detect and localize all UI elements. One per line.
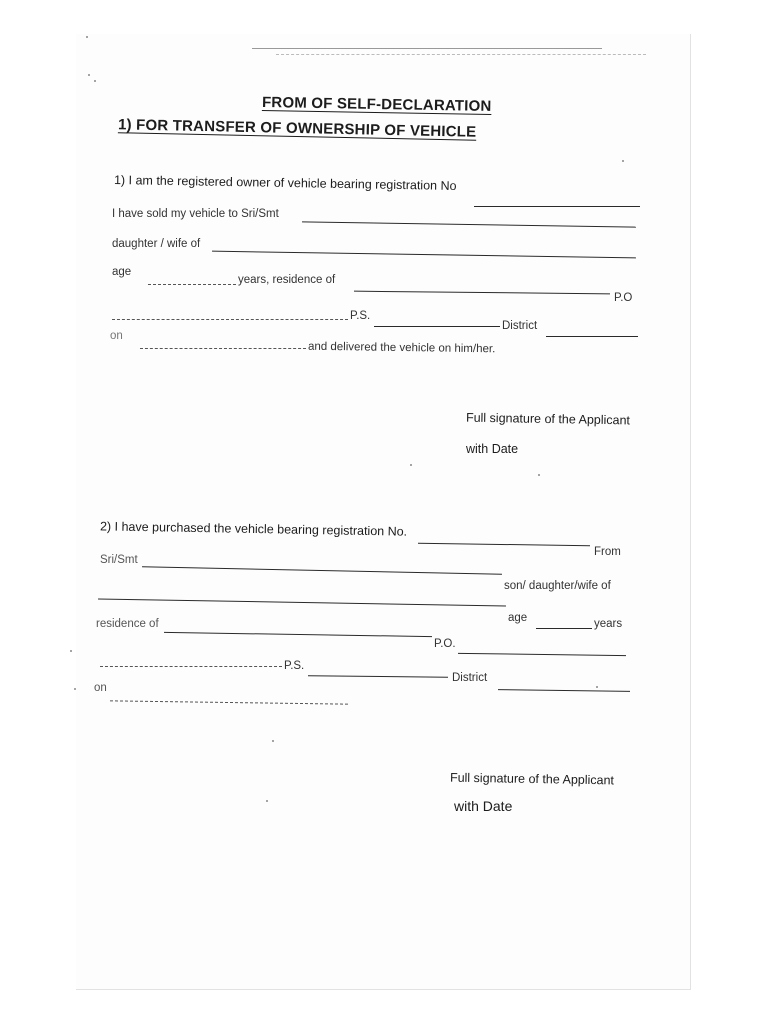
s1-po-label: P.O bbox=[614, 292, 633, 304]
s2-on-label: on bbox=[94, 682, 107, 694]
s2-years-label: years bbox=[594, 618, 623, 630]
scan-speck bbox=[74, 688, 76, 690]
s2-on-field[interactable] bbox=[110, 700, 348, 704]
s2-district-field[interactable] bbox=[498, 689, 630, 692]
scan-speck bbox=[622, 160, 624, 162]
s2-residence-label: residence of bbox=[96, 618, 159, 630]
scan-speck bbox=[410, 464, 412, 466]
s2-relation-field[interactable] bbox=[98, 598, 506, 606]
s1-daughter-of-field[interactable] bbox=[212, 251, 636, 259]
s2-srismt-label: Sri/Smt bbox=[100, 554, 138, 566]
s1-registration-field[interactable] bbox=[474, 206, 640, 207]
scan-speck bbox=[86, 36, 88, 38]
s1-line3-text: daughter / wife of bbox=[112, 238, 201, 250]
document-subtitle: 1) FOR TRANSFER OF OWNERSHIP OF VEHICLE bbox=[117, 116, 477, 141]
s1-sold-to-field[interactable] bbox=[302, 221, 636, 227]
scan-speck bbox=[538, 474, 540, 476]
scan-speck bbox=[94, 80, 96, 82]
form-sheet bbox=[76, 34, 691, 990]
s1-on-field[interactable] bbox=[140, 348, 306, 349]
s1-signature-label: Full signature of the Applicant bbox=[465, 410, 631, 428]
document-title: FROM OF SELF-DECLARATION bbox=[261, 93, 492, 116]
s1-years-residence-label: years, residence of bbox=[238, 274, 336, 286]
scan-speck bbox=[596, 686, 598, 688]
s2-district-label: District bbox=[452, 672, 488, 684]
s1-age-label: age bbox=[112, 266, 132, 278]
s1-delivered-text: and delivered the vehicle on him/her. bbox=[307, 340, 496, 356]
s1-po-field[interactable] bbox=[112, 319, 348, 320]
s1-with-date-label: with Date bbox=[466, 442, 519, 456]
s2-po-label: P.O. bbox=[434, 638, 456, 650]
scan-speck bbox=[272, 740, 274, 742]
s1-ps-label: P.S. bbox=[350, 310, 371, 322]
s1-on-label: on bbox=[110, 330, 123, 342]
s2-sri-smt-field[interactable] bbox=[142, 566, 502, 575]
scan-speck bbox=[70, 650, 72, 652]
s2-line1-text: 2) I have purchased the vehicle bearing registration No. bbox=[99, 519, 408, 539]
scan-speck bbox=[88, 74, 90, 76]
s1-line2-text: I have sold my vehicle to Sri/Smt bbox=[112, 208, 279, 220]
s2-ps-field[interactable] bbox=[308, 675, 448, 677]
s1-district-label: District bbox=[502, 320, 538, 332]
s2-signature-label: Full signature of the Applicant bbox=[449, 770, 615, 788]
s2-relation-label: son/ daughter/wife of bbox=[504, 580, 611, 592]
s2-ps-label: P.S. bbox=[284, 660, 305, 672]
top-rule bbox=[252, 48, 602, 49]
s2-from-label: From bbox=[594, 546, 621, 558]
s2-registration-field[interactable] bbox=[418, 543, 590, 546]
s2-age-field[interactable] bbox=[536, 628, 592, 629]
s1-ps-field[interactable] bbox=[374, 326, 500, 327]
s1-line1-text: 1) I am the registered owner of vehicle bearing registration No bbox=[113, 173, 457, 193]
s2-po-prefix-field[interactable] bbox=[100, 666, 282, 667]
top-rule-dashed bbox=[276, 54, 646, 55]
s1-age-field[interactable] bbox=[148, 284, 236, 285]
s1-residence-field[interactable] bbox=[354, 291, 610, 295]
s2-with-date-label: with Date bbox=[454, 798, 513, 814]
scan-speck bbox=[266, 800, 268, 802]
s2-po-field[interactable] bbox=[458, 653, 626, 656]
s2-residence-field[interactable] bbox=[164, 632, 432, 637]
s2-age-label: age bbox=[508, 612, 528, 624]
s1-district-field[interactable] bbox=[546, 336, 638, 337]
